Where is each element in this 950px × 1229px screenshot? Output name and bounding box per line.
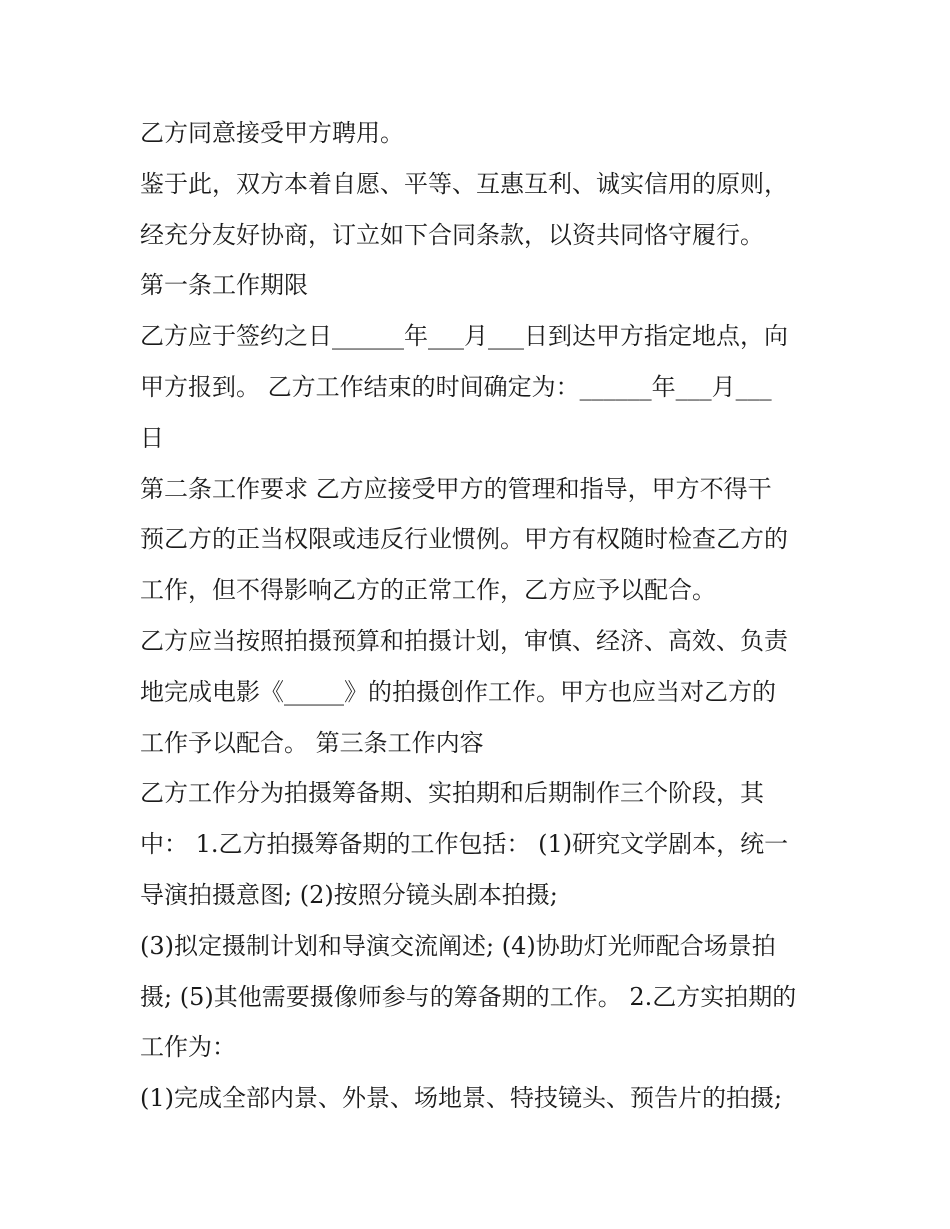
text-line: 乙方应当按照拍摄预算和拍摄计划，审慎、经济、高效、负责 bbox=[140, 626, 788, 655]
text-line: 第二条工作要求 乙方应接受甲方的管理和指导，甲方不得干 bbox=[140, 474, 772, 503]
text-line: 工作，但不得影响乙方的正常工作，乙方应予以配合。 bbox=[140, 576, 716, 605]
text-line: (3)拟定摄制计划和导演交流阐述; (4)协助灯光师配合场景拍 bbox=[140, 931, 776, 960]
text-line: 经充分友好协商，订立如下合同条款，以资共同恪守履行。 bbox=[140, 220, 764, 249]
text-line: 鉴于此，双方本着自愿、平等、互惠互利、诚实信用的原则， bbox=[140, 169, 788, 198]
text-line: 工作为： bbox=[140, 1033, 236, 1062]
text-line: 日 bbox=[140, 423, 164, 452]
text-line: 地完成电影《_____》的拍摄创作工作。甲方也应当对乙方的 bbox=[140, 677, 776, 706]
text-line: 摄; (5)其他需要摄像师参与的筹备期的工作。 2.乙方实拍期的 bbox=[140, 982, 797, 1011]
text-line: 乙方工作分为拍摄筹备期、实拍期和后期制作三个阶段，其 bbox=[140, 779, 764, 808]
section-heading-article-1: 第一条工作期限 bbox=[140, 271, 308, 300]
document-body bbox=[140, 108, 830, 1124]
text-line: 导演拍摄意图; (2)按照分镜头剧本拍摄; bbox=[140, 880, 558, 909]
text-line: 甲方报到。 乙方工作结束的时间确定为：______年___月___ bbox=[140, 372, 772, 401]
text-line: (1)完成全部内景、外景、场地景、特技镜头、预告片的拍摄; bbox=[140, 1084, 783, 1113]
text-line: 乙方应于签约之日______年___月___日到达甲方指定地点，向 bbox=[140, 322, 788, 351]
text-line: 预乙方的正当权限或违反行业惯例。甲方有权随时检查乙方的 bbox=[140, 525, 788, 554]
text-line: 工作予以配合。 第三条工作内容 bbox=[140, 728, 484, 757]
text-line: 中： 1.乙方拍摄筹备期的工作包括： (1)研究文学剧本，统一 bbox=[140, 830, 789, 859]
text-line: 乙方同意接受甲方聘用。 bbox=[140, 119, 404, 147]
